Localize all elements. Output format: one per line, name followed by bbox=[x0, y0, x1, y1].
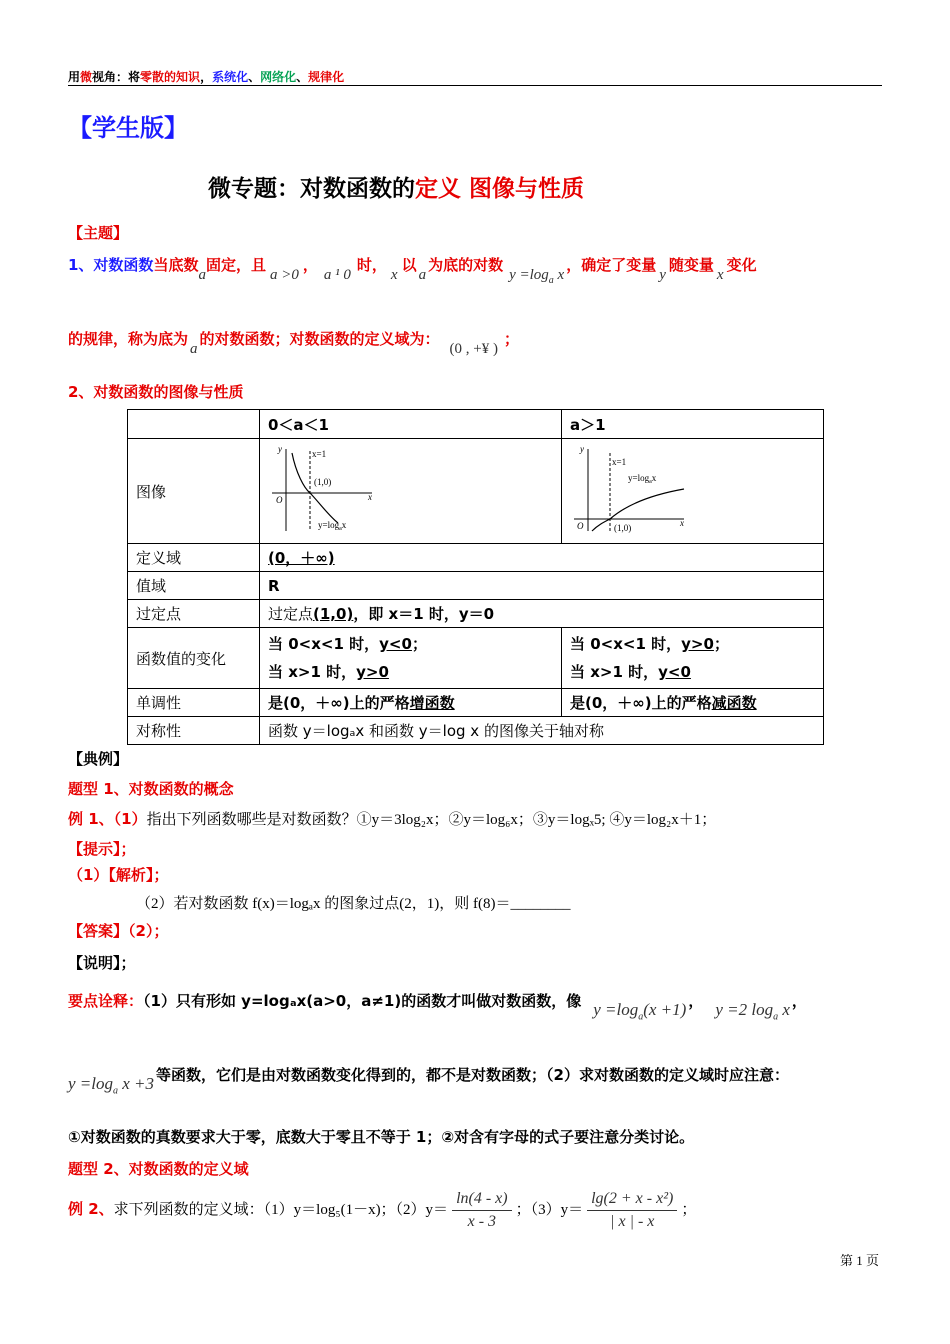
key-points-line-1 bbox=[68, 990, 807, 1023]
table-cell bbox=[260, 628, 562, 689]
text: ， bbox=[688, 992, 704, 1010]
table-cell bbox=[260, 600, 824, 628]
text: ，即 x＝1 时，y＝0 bbox=[353, 605, 495, 623]
text: 的规律，称为底为 bbox=[68, 330, 189, 348]
fraction bbox=[587, 1188, 677, 1233]
header-text: 微 bbox=[80, 70, 93, 84]
text: 过定点 bbox=[268, 605, 314, 623]
math: a bbox=[198, 267, 206, 283]
text: (1,0) bbox=[313, 605, 354, 623]
page-number: 第 1 页 bbox=[840, 1253, 880, 1268]
text: 当 0<x<1 时， bbox=[268, 635, 380, 653]
table-cell bbox=[128, 410, 260, 439]
math bbox=[715, 1000, 790, 1023]
header-text: 用 bbox=[68, 70, 81, 84]
table-cell: 过定点 bbox=[128, 600, 260, 628]
math-part: y =2 log bbox=[715, 1000, 774, 1019]
text: ；（3）y＝ bbox=[515, 1201, 584, 1218]
cell-line bbox=[570, 658, 815, 686]
header-text: 视角：将 bbox=[92, 70, 141, 84]
text: 时， bbox=[356, 256, 387, 274]
text: 的对数函数；对数函数的定义域为： bbox=[199, 330, 440, 348]
math-part: y =log bbox=[509, 267, 549, 283]
text: 以 bbox=[401, 256, 417, 274]
text: 固定，且 bbox=[205, 256, 266, 274]
point-label: (1,0) bbox=[314, 477, 332, 487]
math bbox=[593, 1000, 687, 1023]
text: 等函数，它们是由对数函数变化得到的，都不是对数函数；（2）求对数函数的定义域时应注意： bbox=[156, 1066, 789, 1084]
math-part: y =log bbox=[593, 1000, 639, 1019]
table-row bbox=[128, 628, 824, 689]
function-label bbox=[318, 520, 347, 532]
page-header bbox=[68, 68, 344, 85]
text: 当 0<x<1 时， bbox=[570, 635, 682, 653]
header-text: 零散的知识 bbox=[140, 70, 201, 84]
properties-table bbox=[127, 409, 824, 745]
text: ； bbox=[681, 1201, 697, 1218]
text: 当 x>1 时， bbox=[570, 663, 659, 681]
text: y<0 bbox=[379, 635, 412, 653]
cell-line bbox=[268, 658, 553, 686]
text: 为底的对数 bbox=[428, 256, 504, 274]
example-2 bbox=[68, 1188, 696, 1233]
graph-increasing bbox=[570, 443, 690, 535]
math: y bbox=[659, 267, 666, 283]
type-1-heading: 题型 1、对数函数的概念 bbox=[68, 780, 234, 798]
table-row bbox=[128, 572, 824, 600]
example-1 bbox=[68, 808, 716, 829]
table-cell: 图像 bbox=[128, 439, 260, 544]
header-divider bbox=[68, 85, 882, 86]
text: 增函数 bbox=[409, 694, 455, 712]
analysis: （1）【解析】； bbox=[68, 866, 169, 884]
table-cell: 函数 y＝logₐx 和函数 y＝log x 的图像关于轴对称 bbox=[260, 717, 824, 745]
fraction bbox=[452, 1188, 512, 1233]
table-row bbox=[128, 410, 824, 439]
text: 变化 bbox=[726, 256, 757, 274]
math-part: x bbox=[778, 1000, 790, 1019]
math: a bbox=[190, 341, 198, 357]
key-points-line-3: ①对数函数的真数要求大于零，底数大于零且不等于 1；②对含有字母的式子要注意分类讨论。 bbox=[68, 1128, 695, 1146]
key-points-line-2 bbox=[68, 1064, 789, 1097]
table-cell: (0，＋∞) bbox=[260, 544, 824, 572]
cell-line bbox=[570, 630, 815, 658]
text: ； bbox=[411, 635, 427, 653]
text: ； bbox=[503, 330, 519, 348]
example-1-question-2: （2）若对数函数 f(x)＝logₐx 的图象过点(2，1)，则 f(8)＝________ bbox=[136, 896, 571, 912]
y-label: y bbox=[580, 444, 584, 454]
table-cell bbox=[562, 689, 824, 717]
text: ，确定了变量 bbox=[566, 256, 657, 274]
text: 指出下列函数哪些是对数函数？①y＝3log₂x；②y＝log₆x；③y＝logₓ5; ④y＝log₂x＋1； bbox=[146, 812, 717, 828]
table-row bbox=[128, 600, 824, 628]
math: a bbox=[418, 267, 427, 283]
text: 求下列函数的定义域：（1）y＝log₅(1－x)；（2）y＝ bbox=[113, 1201, 449, 1218]
math-part: x bbox=[553, 267, 565, 283]
log-curve bbox=[292, 453, 338, 523]
text: 是(0，＋∞)上的严格 bbox=[570, 694, 712, 712]
table-cell bbox=[562, 628, 824, 689]
theme-item-2: 2、对数函数的图像与性质 bbox=[68, 383, 244, 401]
math: (0 , +¥ ) bbox=[449, 341, 498, 357]
text: 减函数 bbox=[711, 694, 757, 712]
denominator: x - 3 bbox=[467, 1213, 497, 1230]
page-title bbox=[208, 170, 584, 203]
theme-heading: 【主题】 bbox=[68, 224, 129, 242]
log-curve bbox=[592, 489, 684, 531]
math-part: (x +1) bbox=[643, 1000, 687, 1019]
answer: 【答案】（2）； bbox=[68, 922, 169, 940]
text: 1、对数函数 bbox=[68, 256, 154, 274]
header-text: 、 bbox=[248, 70, 261, 84]
text: 当 x>1 时， bbox=[268, 663, 357, 681]
table-row bbox=[128, 717, 824, 745]
version-label: 【学生版】 bbox=[68, 114, 188, 142]
numerator: ln(4 - x) bbox=[452, 1188, 512, 1211]
origin-label: O bbox=[577, 521, 584, 531]
fn-sub: a bbox=[649, 479, 652, 485]
examples-heading: 【典例】 bbox=[68, 750, 129, 768]
y-label: y bbox=[278, 444, 282, 454]
table-cell: a＞1 bbox=[562, 410, 824, 439]
text: y<0 bbox=[658, 663, 691, 681]
table-cell: 定义域 bbox=[128, 544, 260, 572]
text: y>0 bbox=[681, 635, 714, 653]
math-sub: a bbox=[548, 275, 554, 286]
text: 例 1、 bbox=[68, 810, 114, 828]
cell-line bbox=[268, 630, 553, 658]
text: （1） bbox=[113, 810, 147, 828]
theme-item-1-line-1 bbox=[68, 254, 757, 286]
note: 【说明】； bbox=[68, 954, 136, 972]
fn-sub: a bbox=[339, 526, 342, 532]
table-cell bbox=[260, 439, 562, 544]
text: （1）只有形如 y=logₐx(a>0，a≠1)的函数才叫做对数函数，像 bbox=[143, 992, 582, 1010]
math-sub: a bbox=[773, 1011, 779, 1023]
text: 随变量 bbox=[668, 256, 714, 274]
graph-decreasing bbox=[268, 443, 378, 535]
x1-label: x=1 bbox=[612, 457, 627, 467]
type-2-heading: 题型 2、对数函数的定义域 bbox=[68, 1160, 249, 1178]
header-text: 网络化 bbox=[260, 70, 297, 84]
text: ， bbox=[791, 992, 807, 1010]
math: x bbox=[716, 267, 724, 283]
fn-x: x bbox=[341, 520, 347, 530]
header-text: 、 bbox=[296, 70, 309, 84]
table-row bbox=[128, 689, 824, 717]
x-label: x bbox=[680, 518, 684, 528]
table-row bbox=[128, 544, 824, 572]
function-label bbox=[628, 473, 657, 485]
math: a >0 bbox=[269, 267, 299, 283]
header-text: 系统化 bbox=[212, 70, 249, 84]
denominator: | x | - x bbox=[610, 1213, 655, 1230]
table-cell: 值域 bbox=[128, 572, 260, 600]
table-cell bbox=[260, 689, 562, 717]
math-part: y =log bbox=[68, 1074, 113, 1093]
table-cell: 函数值的变化 bbox=[128, 628, 260, 689]
text: 要点诠释： bbox=[68, 992, 144, 1010]
table-cell: 对称性 bbox=[128, 717, 260, 745]
fn: y=log bbox=[628, 473, 650, 483]
math-part: x +3 bbox=[118, 1074, 155, 1093]
text: 例 2、 bbox=[68, 1199, 114, 1218]
table-cell bbox=[562, 439, 824, 544]
header-text: 规律化 bbox=[308, 70, 345, 84]
math: a ¹ 0 bbox=[323, 267, 351, 283]
table-cell: R bbox=[260, 572, 824, 600]
text: 是(0，＋∞)上的严格 bbox=[268, 694, 410, 712]
text: ； bbox=[713, 635, 729, 653]
hint: 【提示】； bbox=[68, 840, 136, 858]
math bbox=[509, 267, 565, 286]
table-row bbox=[128, 439, 824, 544]
table-cell: 0＜a＜1 bbox=[260, 410, 562, 439]
x1-label: x=1 bbox=[312, 449, 327, 459]
header-text: ， bbox=[200, 70, 213, 84]
theme-item-1-line-2 bbox=[68, 328, 519, 357]
math bbox=[68, 1074, 155, 1097]
title-part: 定义 图像与性质 bbox=[415, 176, 585, 202]
title-part: 微专题：对数函数的 bbox=[208, 176, 415, 202]
text: 当底数 bbox=[153, 256, 199, 274]
text: y>0 bbox=[356, 663, 389, 681]
table-cell: 单调性 bbox=[128, 689, 260, 717]
fn: y=log bbox=[318, 520, 340, 530]
numerator: lg(2 + x - x²) bbox=[587, 1188, 677, 1211]
math-sub: a bbox=[113, 1085, 118, 1097]
origin-label: O bbox=[276, 495, 283, 505]
text: ， bbox=[302, 256, 318, 274]
fn-x: x bbox=[651, 473, 657, 483]
x-label: x bbox=[368, 492, 372, 502]
math-sub: a bbox=[638, 1011, 644, 1023]
point-label: (1,0) bbox=[614, 523, 632, 533]
math: x bbox=[390, 267, 398, 283]
